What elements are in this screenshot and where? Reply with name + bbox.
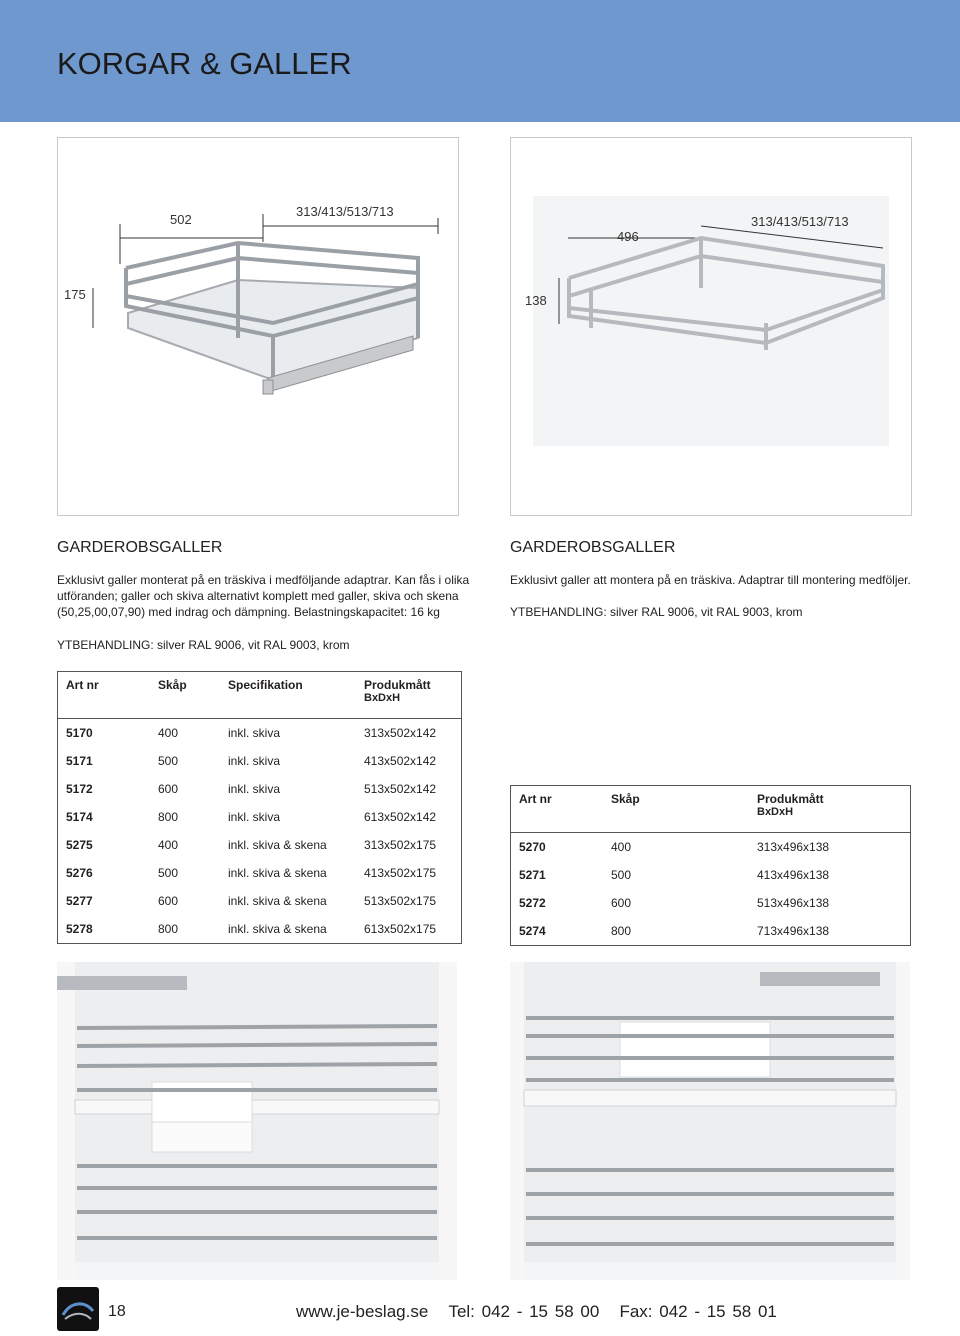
table-row (511, 861, 911, 889)
cell-spec: inkl. skiva & skena (228, 922, 327, 936)
cell-prod: 413x502x175 (364, 866, 437, 880)
cell-art: 5271 (519, 868, 546, 882)
table-row (58, 803, 462, 831)
table-header-row (58, 672, 462, 719)
cell-art: 5274 (519, 924, 546, 938)
website-link[interactable]: www.je-beslag.se (296, 1302, 429, 1321)
col-prod-label: Produkmått (364, 678, 431, 692)
dim-height-label: 138 (525, 293, 547, 308)
table-row (58, 887, 462, 915)
cell-spec: inkl. skiva (228, 810, 281, 824)
page-title: KORGAR & GALLER (57, 46, 352, 81)
basket-drawing-left (58, 138, 458, 515)
description-line: (50,25,00,07,90) med indrag och dämpning. Belastningskapacitet: 16 kg (57, 605, 440, 619)
table-row (58, 915, 462, 944)
cell-skap: 500 (158, 866, 179, 880)
footer-contact (296, 1302, 777, 1322)
table-row (58, 775, 462, 803)
cell-prod: 413x496x138 (757, 868, 830, 882)
cell-spec: inkl. skiva & skena (228, 838, 327, 852)
product-table-right (510, 785, 911, 946)
finish-text: YTBEHANDLING: silver RAL 9006, vit RAL 9003, krom (57, 638, 350, 652)
col-prod (356, 672, 462, 719)
company-logo (57, 1287, 99, 1331)
cell-art: 5174 (66, 810, 93, 824)
cell-spec: inkl. skiva (228, 754, 281, 768)
cell-skap: 800 (158, 922, 179, 936)
section-title-left: GARDEROBSGALLER (57, 539, 223, 556)
col-art: Art nr (511, 786, 604, 833)
product-table-left (57, 671, 462, 944)
cell-spec: inkl. skiva & skena (228, 894, 327, 908)
col-prod-label: Produkmått (757, 792, 824, 806)
gallery-drawing-right (511, 138, 911, 515)
section-title-right: GARDEROBSGALLER (510, 539, 676, 556)
col-spec: Specifikation (220, 672, 356, 719)
cell-skap: 500 (158, 754, 179, 768)
col-prod (749, 786, 911, 833)
cell-skap: 800 (158, 810, 179, 824)
cell-prod: 513x502x142 (364, 782, 437, 796)
table-row (511, 833, 911, 862)
table-row (58, 719, 462, 748)
cell-spec: inkl. skiva & skena (228, 866, 327, 880)
table-row (58, 747, 462, 775)
description-line: Exklusivt galler monterat på en träskiva i medföljande adaptrar. Kan fås i olika (57, 573, 470, 587)
table-header-row (511, 786, 911, 833)
cell-spec: inkl. skiva (228, 782, 281, 796)
cell-prod: 713x496x138 (757, 924, 830, 938)
cell-art: 5172 (66, 782, 93, 796)
wardrobe-photo-right (510, 962, 910, 1280)
col-skap: Skåp (150, 672, 220, 719)
description-line: utföranden; galler och skiva alternativt komplett med galler, skiva och skena (57, 589, 459, 603)
dim-height-label: 175 (64, 287, 86, 302)
cell-art: 5170 (66, 726, 93, 740)
cell-prod: 513x502x175 (364, 894, 437, 908)
cell-art: 5270 (519, 840, 546, 854)
cell-skap: 600 (611, 896, 632, 910)
cell-prod: 313x502x175 (364, 838, 437, 852)
cell-art: 5276 (66, 866, 93, 880)
cell-art: 5278 (66, 922, 93, 936)
cell-prod: 313x496x138 (757, 840, 830, 854)
cell-skap: 400 (611, 840, 632, 854)
fax-number: Fax: 042 - 15 58 01 (619, 1302, 777, 1321)
cell-prod: 413x502x142 (364, 754, 437, 768)
dim-depth-label: 313/413/513/713 (751, 214, 849, 229)
col-prod-sub: BxDxH (364, 692, 401, 704)
cell-art: 5277 (66, 894, 93, 908)
table-row (58, 859, 462, 887)
cell-skap: 800 (611, 924, 632, 938)
cell-skap: 500 (611, 868, 632, 882)
wardrobe-photo-left (57, 962, 457, 1280)
finish-text: YTBEHANDLING: silver RAL 9006, vit RAL 9003, krom (510, 605, 803, 619)
cell-prod: 613x502x175 (364, 922, 437, 936)
cell-prod: 313x502x142 (364, 726, 437, 740)
dim-depth-label: 313/413/513/713 (296, 204, 394, 219)
phone-number: Tel: 042 - 15 58 00 (448, 1302, 600, 1321)
col-skap: Skåp (603, 786, 749, 833)
col-art: Art nr (58, 672, 151, 719)
cell-art: 5272 (519, 896, 546, 910)
cell-skap: 600 (158, 782, 179, 796)
dim-width-label: 496 (617, 229, 639, 244)
product-photo-left (57, 137, 459, 516)
cell-art: 5171 (66, 754, 93, 768)
table-row (511, 889, 911, 917)
cell-prod: 513x496x138 (757, 896, 830, 910)
page-number: 18 (108, 1303, 126, 1320)
product-photo-right (510, 137, 912, 516)
cell-skap: 400 (158, 726, 179, 740)
description-line: Exklusivt galler att montera på en träskiva. Adaptrar till montering medföljer. (510, 573, 911, 587)
cell-skap: 400 (158, 838, 179, 852)
cell-spec: inkl. skiva (228, 726, 281, 740)
table-row (511, 917, 911, 946)
dim-width-label: 502 (170, 212, 192, 227)
cell-art: 5275 (66, 838, 93, 852)
cell-prod: 613x502x142 (364, 810, 437, 824)
col-prod-sub: BxDxH (757, 806, 794, 818)
table-row (58, 831, 462, 859)
cell-skap: 600 (158, 894, 179, 908)
